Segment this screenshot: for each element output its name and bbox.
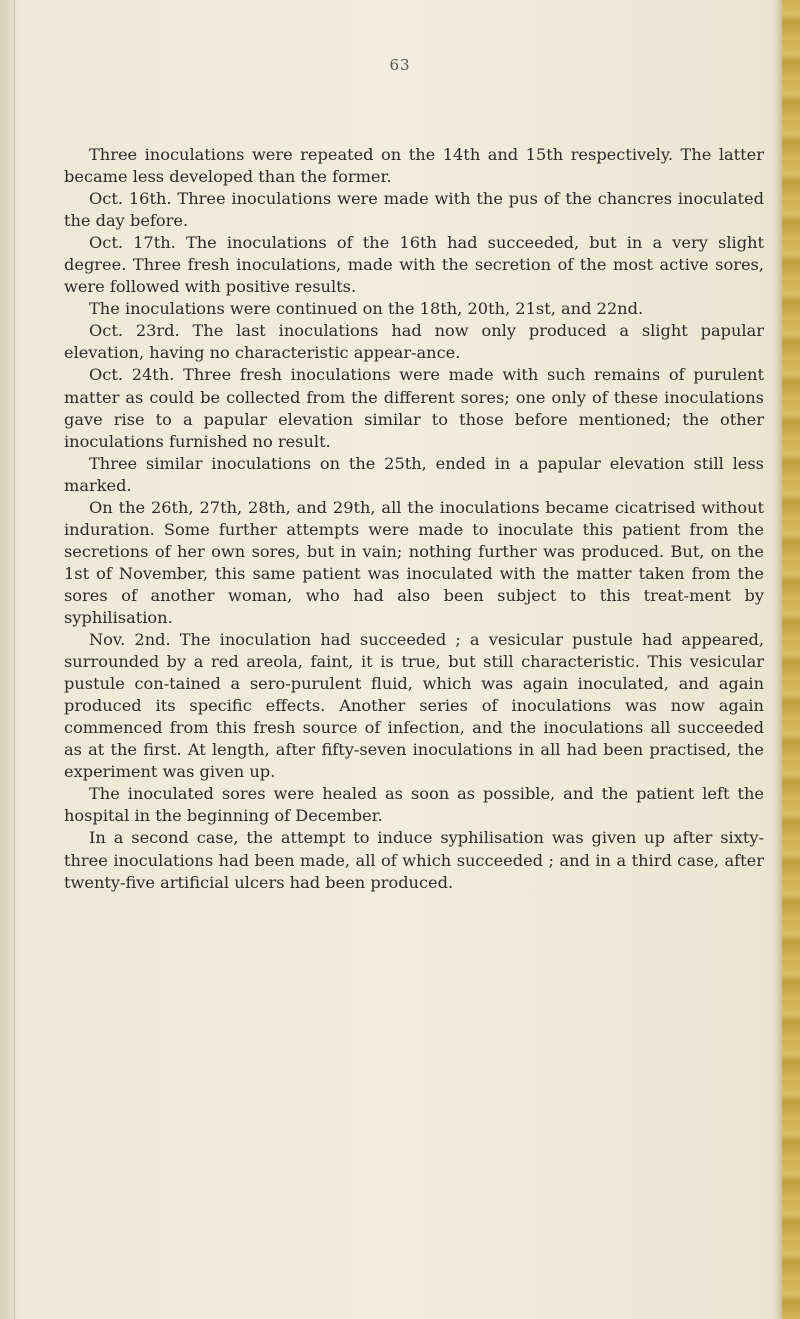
- paragraph: On the 26th, 27th, 28th, and 29th, all the inoculations became cicatrised without induration. Some further attempts were made to inoculate this patient from the secretions of her own sores, but in vain; nothing further was produced. But, on the 1st of November, this same patient was inoculated with the matter taken from the sores of another woman, who had also been subject to this treat-ment by syphilisation.: [64, 497, 764, 627]
- body-text: [64, 144, 764, 894]
- page-gutter: [0, 0, 15, 1319]
- paragraph: Nov. 2nd. The inoculation had succeeded ; a vesicular pustule had appeared, surrounded by a red areola, faint, it is true, but still characteristic. This vesicular pustule con-tained a sero-purulent fluid, which was again inoculated, and again produced its specific effects. Another series of inoculations was now again commenced from this fresh source of infection, and the inoculations all succeeded as at the first. At length, after fifty-seven inoculations in all had been practised, the experiment was given up.: [64, 630, 764, 782]
- page-edge-shadow: [774, 0, 782, 1319]
- paragraph: Oct. 17th. The inoculations of the 16th had succeeded, but in a very slight degree. Three fresh inoculations, made with the secretion of the most active sores, were followed with positive results.: [64, 233, 764, 297]
- paragraph: Oct. 23rd. The last inoculations had now only produced a slight papular elevation, having no characteristic appear-ance.: [64, 321, 764, 363]
- page-number: 63: [389, 56, 411, 74]
- paragraph: The inoculated sores were healed as soon as possible, and the patient left the hospital in the beginning of December.: [64, 784, 764, 826]
- paragraph: Three similar inoculations on the 25th, ended in a papular elevation still less marked.: [64, 453, 764, 495]
- paragraph: In a second case, the attempt to induce syphilisation was given up after sixty-three inoculations had been made, all of which succeeded ; and in a third case, after twenty-five artificial ulcers had been produced.: [64, 828, 764, 892]
- paragraph: Oct. 24th. Three fresh inoculations were made with such remains of purulent matter as could be collected from the different sores; one only of these inoculations gave rise to a papular elevation similar to those before mentioned; the other inoculations furnished no result.: [64, 365, 764, 451]
- paragraph: The inoculations were continued on the 18th, 20th, 21st, and 22nd.: [89, 299, 644, 319]
- paragraph: Three inoculations were repeated on the 14th and 15th respectively. The latter became less developed than the former.: [64, 145, 764, 187]
- paragraph: Oct. 16th. Three inoculations were made with the pus of the chancres inoculated the day before.: [64, 189, 764, 231]
- page-edge-binding: [782, 0, 800, 1319]
